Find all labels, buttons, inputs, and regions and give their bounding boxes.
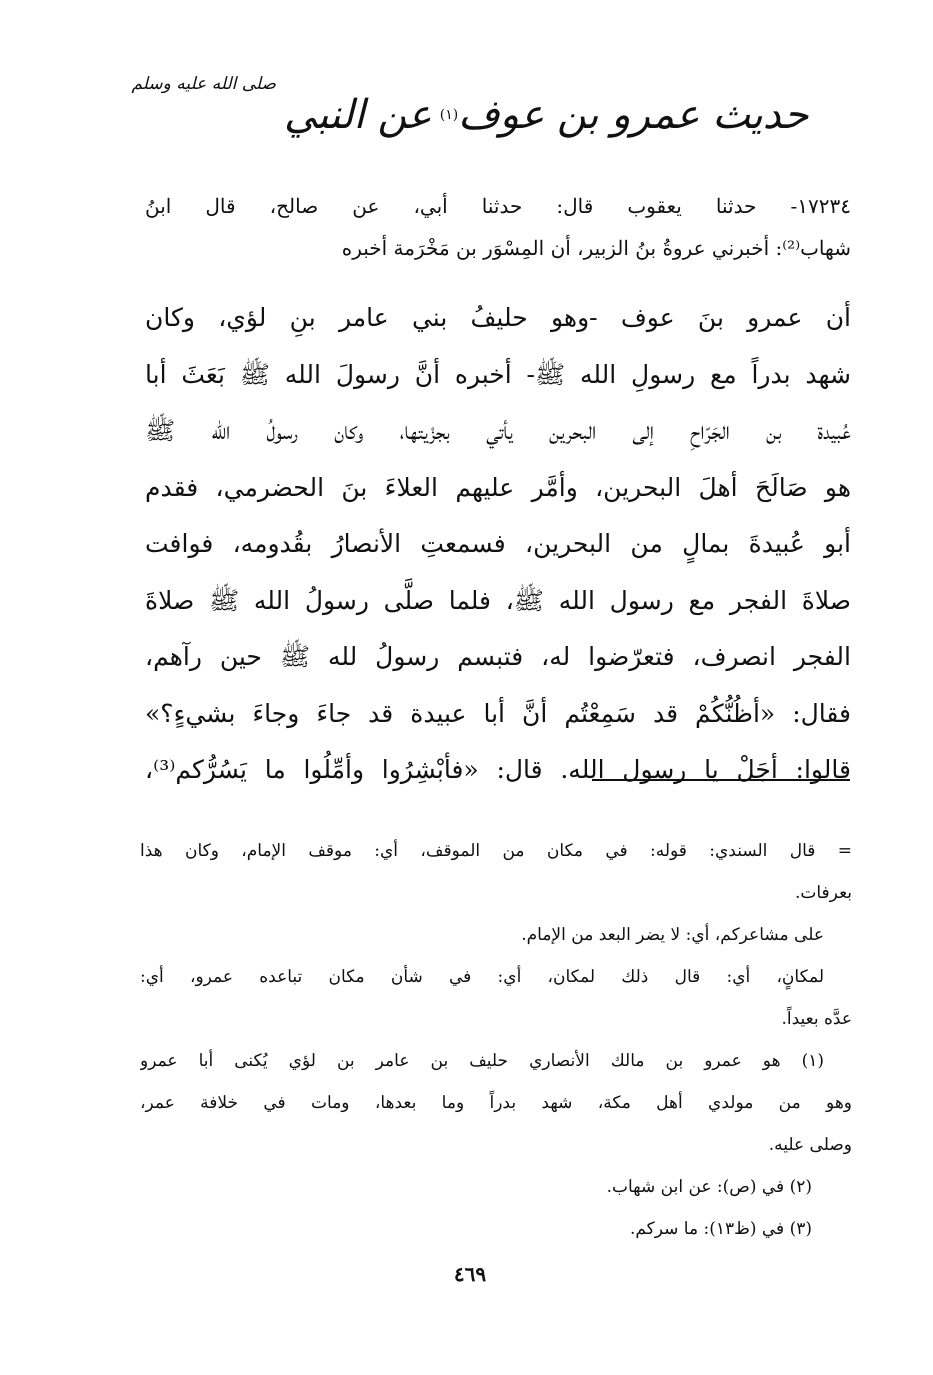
footnote-divider bbox=[592, 779, 850, 781]
isnad-line: شهاب⁽²⁾: أخبرني عروةُ بنُ الزبير، أن المِسْوَر بن مَخْرَمة أخبره bbox=[341, 236, 851, 260]
heading-footnote-ref: (١) bbox=[439, 107, 459, 123]
footnote-1: وهو من مولدي أهل مكة، شهد بدراً وما بعدها، ومات في خلافة عمر، bbox=[140, 1093, 852, 1113]
footnote-3: (٣) في (ظ١٣): ما سركم. bbox=[629, 1219, 812, 1239]
heading-salutation: صلى الله عليه وسلم bbox=[131, 74, 276, 94]
footnote-gloss: على مشاعركم، أي: لا يضر البعد من الإمام. bbox=[521, 925, 824, 945]
text-line: صلاةَ الفجر مع رسول الله ﷺ، فلما صلَّى رسولُ الله ﷺ صلاةَ bbox=[145, 585, 851, 615]
footnote-2: (٢) في (ص): عن ابن شهاب. bbox=[606, 1177, 812, 1197]
heading-title: حديث عمرو بن عوف bbox=[458, 92, 809, 138]
chapter-heading bbox=[131, 60, 809, 170]
footnotes bbox=[140, 830, 852, 1250]
page-number: ٤٦٩ bbox=[453, 1262, 487, 1286]
footnote-gloss: لمكانٍ، أي: قال ذلك لمكان، أي: في شأن مكان تباعده عمرو، أي: bbox=[140, 967, 824, 987]
footnote-1: وصلى عليه. bbox=[768, 1135, 852, 1155]
text-line: أبو عُبيدةَ بمالٍ من البحرين، فسمعتِ الأنصارُ بقُدومه، فوافت bbox=[145, 529, 851, 558]
hadith-text bbox=[145, 290, 851, 799]
text-line: عُبيدة بن الجَرّاحِ إلى البحرين يأتي بجزْيتها، وكان رسولُ الله ﷺ bbox=[145, 416, 851, 445]
isnad-block bbox=[145, 185, 851, 269]
heading-title-end: عن النبي bbox=[283, 92, 432, 138]
text-line: شهد بدراً مع رسولِ الله ﷺ- أخبره أنَّ رسولَ الله ﷺ بَعَثَ أبا bbox=[145, 359, 851, 389]
footnote-gloss: عدَّه بعيداً. bbox=[781, 1009, 852, 1029]
text-line: الفجر انصرف، فتعرّضوا له، فتبسم رسولُ لله ﷺ حين رآهم، bbox=[145, 642, 851, 671]
text-line: قالوا: أجَلْ يا رسول الله. قال: «فأبْشِرُوا وأمِّلُوا ما يَسُرُّكم⁽³⁾، bbox=[145, 755, 851, 784]
text-line: هو صَالَحَ أهلَ البحرين، وأمَّر عليهم العلاءَ بنَ الحضرمي، فقدم bbox=[145, 472, 851, 502]
footnote-1: (١) هو عمرو بن مالك الأنصاري حليف بن عامر بن لؤي يُكنى أبا عمرو bbox=[140, 1051, 824, 1071]
text-line: فقال: «أظُنُّكُمْ قد سَمِعْتُم أنَّ أبا عبيدة قد جاءَ وجاءَ بشيءٍ؟» bbox=[145, 698, 851, 728]
isnad-line: ١٧٢٣٤- حدثنا يعقوب قال: حدثنا أبي، عن صالح، قال ابنُ bbox=[145, 194, 851, 218]
footnote-line: = قال السندي: قوله: في مكان من الموقف، أي: موقف الإمام، وكان هذا bbox=[140, 841, 852, 861]
text-line: أن عمرو بنَ عوف -وهو حليفُ بني عامر بنِ لؤي، وكان bbox=[145, 303, 851, 332]
footnote-line: بعرفات. bbox=[794, 883, 852, 903]
